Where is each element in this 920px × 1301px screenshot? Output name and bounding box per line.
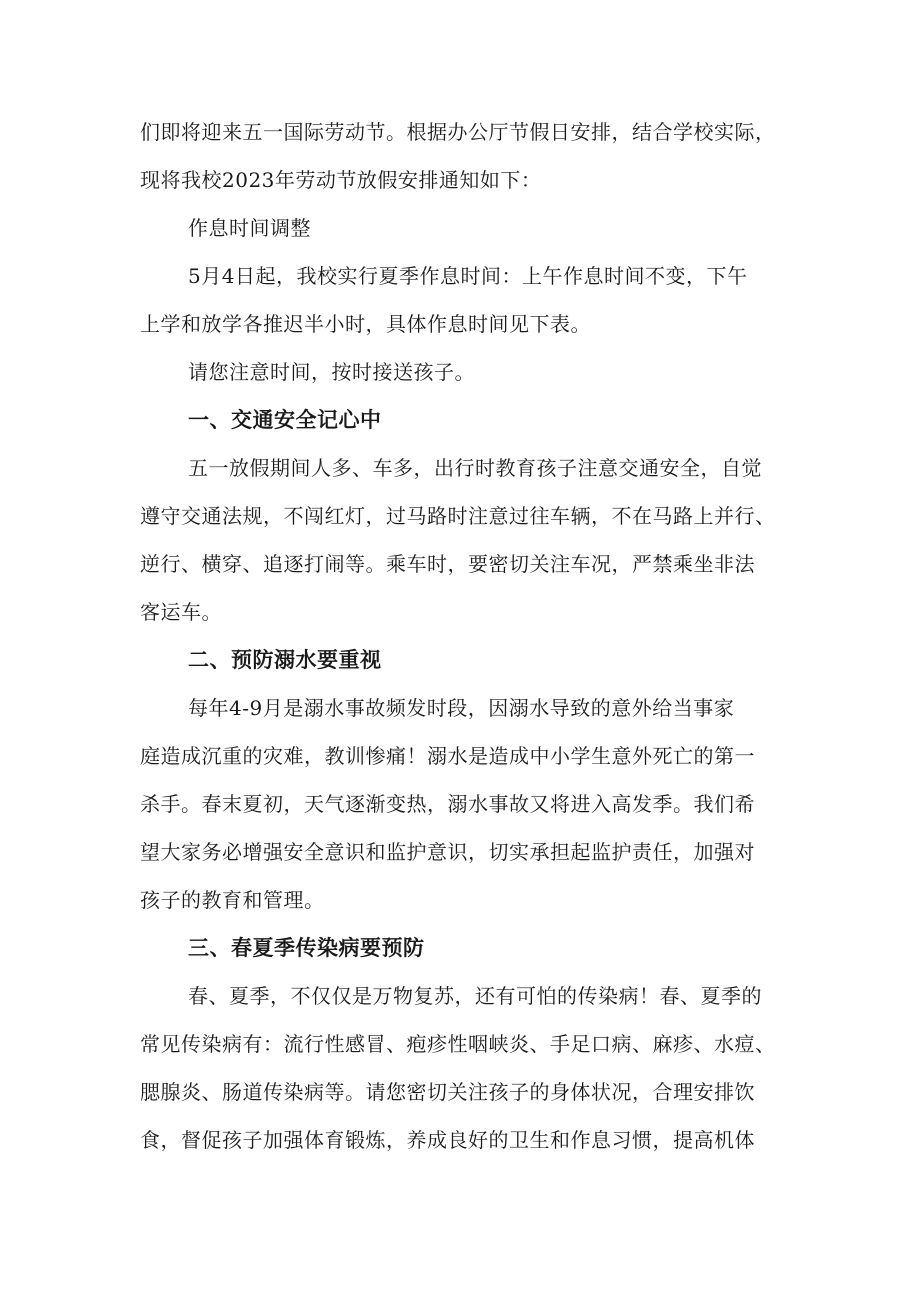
section-3-line: 食，督促孩子加强体育锻炼，养成良好的卫生和作息习惯，提高机体 [140,1128,755,1152]
section-3-line: 腮腺炎、肠道传染病等。请您密切关注孩子的身体状况，合理安排饮 [140,1080,755,1104]
section-3-title: 三、春夏季传染病要预防 [188,936,425,960]
intro-line-2: 现将我校2023年劳动节放假安排通知如下： [140,168,542,192]
section-3-line: 常见传染病有：流行性感冒、疱疹性咽峡炎、手足口病、麻疹、水痘、 [140,1032,776,1056]
section-3-line: 春、夏季，不仅仅是万物复苏，还有可怕的传染病！春、夏季的 [188,984,762,1008]
section-2-line: 每年4-9月是溺水事故频发时段，因溺水导致的意外给当事家 [188,696,735,720]
section-2-line: 庭造成沉重的灾难，教训惨痛！溺水是造成中小学生意外死亡的第一 [140,744,755,768]
schedule-heading: 作息时间调整 [188,216,311,240]
schedule-paragraph-line-1: 5月4日起，我校实行夏季作息时间：上午作息时间不变，下午 [188,264,748,288]
section-2-line: 孩子的教育和管理。 [140,888,325,912]
section-2-line: 杀手。春末夏初，天气逐渐变热，溺水事故又将进入高发季。我们希 [140,792,755,816]
schedule-reminder: 请您注意时间，按时接送孩子。 [188,360,475,384]
section-1-title: 一、交通安全记心中 [188,408,382,432]
section-1-line: 逆行、横穿、追逐打闹等。乘车时，要密切关注车况，严禁乘坐非法 [140,552,755,576]
section-1-line: 客运车。 [140,600,222,624]
section-2-line: 望大家务必增强安全意识和监护意识，切实承担起监护责任，加强对 [140,840,755,864]
section-1-line: 五一放假期间人多、车多，出行时教育孩子注意交通安全，自觉 [188,456,762,480]
intro-line-1: 们即将迎来五一国际劳动节。根据办公厅节假日安排，结合学校实际， [140,120,776,144]
section-2-title: 二、预防溺水要重视 [188,648,382,672]
schedule-paragraph-line-2: 上学和放学各推迟半小时，具体作息时间见下表。 [140,312,591,336]
document-page [140,108,784,1164]
section-1-line: 遵守交通法规，不闯红灯，过马路时注意过往车辆，不在马路上并行、 [140,504,776,528]
